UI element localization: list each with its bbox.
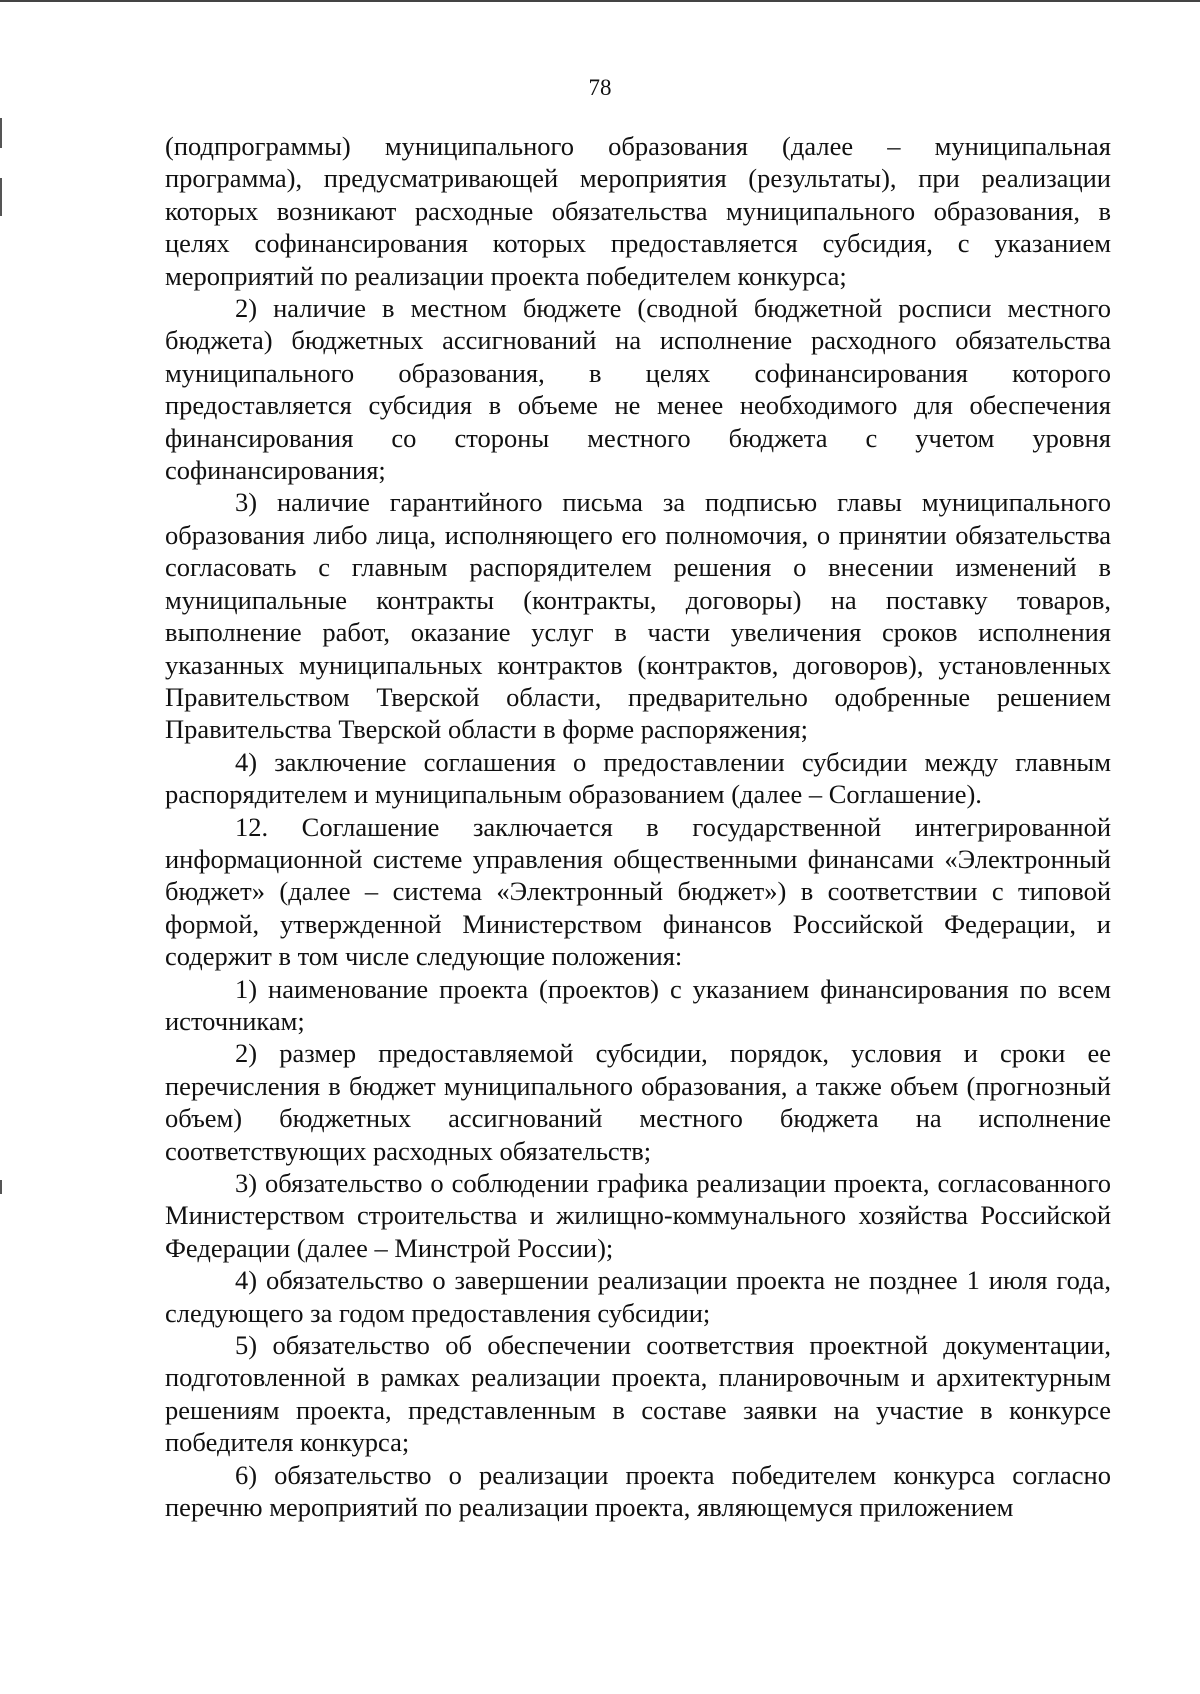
paragraph-provision-4: 4) обязательство о завершении реализации проекта не позднее 1 июля года, следующего за годом предоставления субсидии; xyxy=(165,1265,1111,1328)
paragraph-provision-5: 5) обязательство об обеспечении соответствия проектной документации, подготовленной в рамках реализации проекта, планировочным и архитектурным решениям проекта, представленным в составе заявки на участие в конкурсе победителя конкурса; xyxy=(165,1330,1111,1458)
paragraph-condition-2: 2) наличие в местном бюджете (сводной бюджетной росписи местного бюджета) бюджетных ассигнований на исполнение расходного обязательства муниципального образования, в целях софинансирования которого предоставляется субсидия в объеме не менее необходимого для обеспечения финансирования со стороны местного бюджета с учетом уровня софинансирования; xyxy=(165,293,1111,486)
scan-margin-mark xyxy=(0,178,2,216)
paragraph-provision-2: 2) размер предоставляемой субсидии, порядок, условия и сроки ее перечисления в бюджет муниципального образования, а также объем (прогнозный объем) бюджетных ассигнований местного бюджета на исполнение соответствующих расходных обязательств; xyxy=(165,1038,1111,1166)
scan-margin-mark xyxy=(0,118,2,148)
paragraph-provision-6: 6) обязательство о реализации проекта победителем конкурса согласно перечню мероприятий по реализации проекта, являющемуся приложением xyxy=(165,1459,1111,1523)
paragraph-condition-4: 4) заключение соглашения о предоставлении субсидии между главным распорядителем и муниципальным образованием (далее – Соглашение). xyxy=(165,746,1111,810)
scan-top-edge xyxy=(0,0,1200,2)
paragraph-provision-3: 3) обязательство о соблюдении графика реализации проекта, согласованного Министерством строительства и жилищно-коммунального хозяйства Российской Федерации (далее – Минстрой России); xyxy=(165,1168,1111,1263)
page-number: 78 xyxy=(588,75,612,100)
paragraph-provision-1: 1) наименование проекта (проектов) с указанием финансирования по всем источникам; xyxy=(165,973,1111,1036)
paragraph-section-12: 12. Соглашение заключается в государственной интегрированной информационной системе управления общественными финансами «Электронный бюджет» (далее – система «Электронный бюджет») в соответствии с типовой формой, утвержденной Министерством финансов Российской Федерации, и содержит в том числе следующие положения: xyxy=(165,811,1111,972)
paragraph-program-continuation: (подпрограммы) муниципального образования (далее – муниципальная программа), предусматривающей мероприятия (результаты), при реализации которых возникают расходные обязательства муниципального образования, в целях софинансирования которых предоставляется субсидия, с указанием мероприятий по реализации проекта победителем конкурса; xyxy=(165,131,1111,291)
document-body xyxy=(165,130,1111,1523)
paragraph-condition-3: 3) наличие гарантийного письма за подписью главы муниципального образования либо лица, исполняющего его полномочия, о принятии обязательства согласовать с главным распорядителем решения о внесении изменений в муниципальные контракты (контракты, договоры) на поставку товаров, выполнение работ, оказание услуг в части увеличения сроков исполнения указанных муниципальных контрактов (контрактов, договоров), установленных Правительством Тверской области, предварительно одобренные решением Правительства Тверской области в форме распоряжения; xyxy=(165,487,1111,745)
scan-margin-mark xyxy=(0,1180,2,1194)
